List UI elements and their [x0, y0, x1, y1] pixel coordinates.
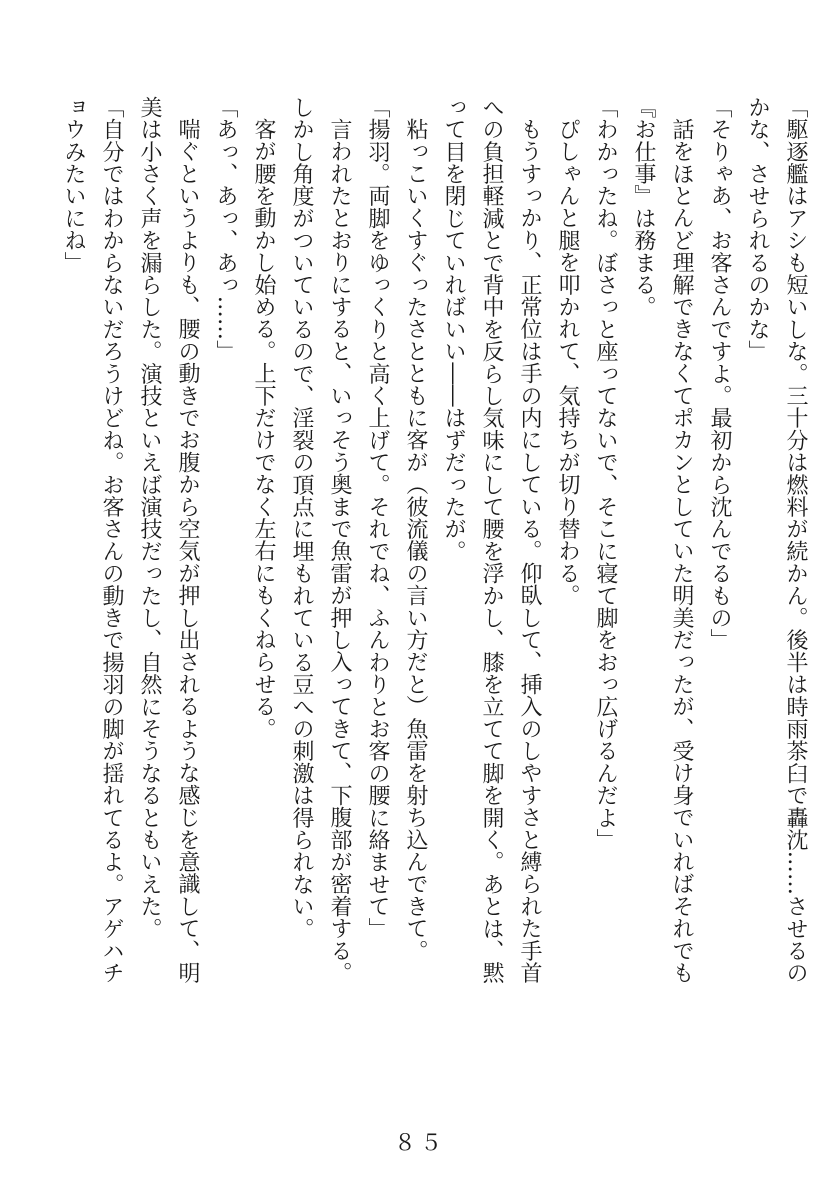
text-line: ョウみたいにね」: [61, 96, 86, 274]
text-line: ぴしゃんと腿を叩かれて、気持ちが切り替わる。: [555, 118, 580, 607]
text-line: 『お仕事』は務まる。: [631, 96, 656, 318]
text-line: もうすっかり、正常位は手の内にしている。仰臥して、挿入のしやすさと縛られた手首: [517, 118, 542, 984]
text-line: って目を閉じていればいい――はずだったが。: [441, 96, 466, 563]
text-line: 客が腰を動かし始める。上下だけでなく左右にもくねらせる。: [251, 118, 276, 740]
text-line: 話をほとんど理解できなくてポカンとしていた明美だったが、受け身でいればそれでも: [669, 118, 694, 984]
vertical-body-text: [54, 96, 814, 996]
text-line: 「駆逐艦はアシも短いしな。三十分は燃料が続かん。後半は時雨茶臼で轟沈……させるの: [783, 96, 808, 984]
text-line: 「自分ではわからないだろうけどね。お客さんの動きで揚羽の脚が揺れてるよ。アゲハチ: [99, 96, 124, 984]
text-line: 美は小さく声を漏らした。演技といえば演技だったし、自然にそうなるともいえた。: [137, 96, 162, 940]
text-line: 「わかったね。ぼさっと座ってないで、そこに寝て脚をおっ広げるんだよ」: [593, 96, 618, 851]
text-line: への負担軽減とで背中を反らし気味にして腰を浮かし、膝を立てて脚を開く。あとは、黙: [479, 96, 504, 985]
text-line: 言われたとおりにすると、いっそう奥まで魚雷が押し入ってきて、下腹部が密着する。: [327, 118, 352, 984]
text-line: しかし角度がついているので、淫裂の頂点に埋もれている豆への刺激は得られない。: [289, 96, 314, 940]
text-line: 喘ぐというよりも、腰の動きでお腹から空気が押し出されるような感じを意識して、明: [175, 118, 200, 984]
text-line: 「そりゃあ、お客さんですよ。最初から沈んでるもの」: [707, 96, 732, 651]
page-number: ８５: [393, 1131, 446, 1156]
text-line: かな、させられるのかな」: [745, 96, 770, 363]
text-line: 粘っこいくすぐったさとともに客が（彼流儀の言い方だと）魚雷を射ち込んできて。: [403, 118, 428, 962]
text-line: 「あっ、あっ、あっ……」: [213, 96, 238, 363]
text-line: 「揚羽。両脚をゆっくりと高く上げて。それでね、ふんわりとお客の腰に絡ませて」: [365, 96, 390, 940]
